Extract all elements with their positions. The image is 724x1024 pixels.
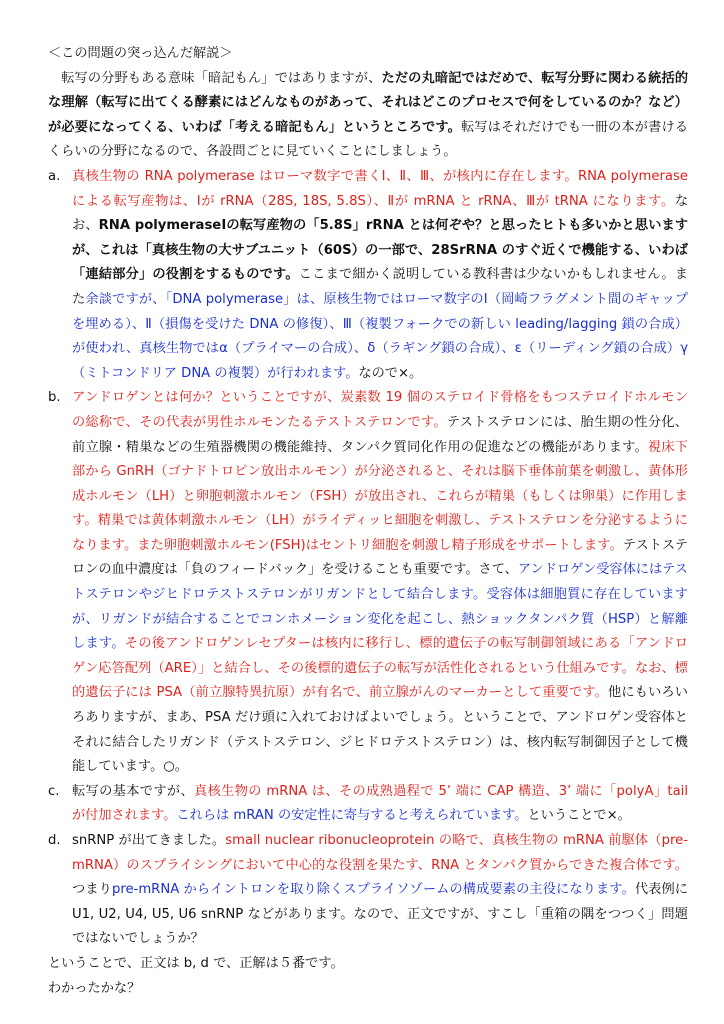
text-segment: ここまで細かく説明している教科書は少ないかもしれません。また [72,267,688,307]
item-label: d. [48,833,61,848]
text-segment: 視床下部から GnRH（ゴナドトロピン放出ホルモン）が分泌されると、それは脳下垂体前葉を刺激し、黄体形成ホルモン（LH）と卵胞刺激ホルモン（FSH）が放出され、これらが精巣（もしくは卵巣）に作用します。精巣では黄体刺激ホルモン（LH）がライディッヒ細胞を刺激し、テストステロンを分泌するようになります。また卵胞刺激ホルモン(FSH)はセントリ細胞を刺激し精子形成をサポートします。 [72,439,688,553]
section-title: ＜この問題の突っ込んだ解説＞ [48,46,233,61]
explanation-document [48,42,688,1001]
closing-text: わかったかな？ [48,980,141,996]
text-segment: 余談ですが、「DNA polymerase」は、原核生物ではローマ数字のⅠ（岡崎フラグメント間のギャップを埋める）、Ⅱ（損傷を受けた DNA の修復）、Ⅲ（複製フォークでの新しい leading/lagging 鎖の合成）が使われ、真核生物ではα（プライマーの合成）、δ（ラギング鎖の合成）、ε（リーディング鎖の合成）γ（ミトコンドリア DNA の複製）が行われます。 [72,291,689,381]
text-segment: 転写の基本ですが、 [72,783,195,799]
text-segment: ということで×。 [527,808,631,824]
text-segment: アンドロゲン受容体にはテストステロンやジヒドロテストステロンがリガンドとして結合します。受容体は細胞質に存在していますが、リガンドが結合することでコンホメーション変化を起こし、熱ショックタンパク質（HSP）と解離します。 [72,562,688,652]
text-segment: 代表例に U1, U2, U4, U5, U6 snRNP などがあります。なので、正文ですが、すこし「重箱の隅をつつく」問題ではないでしょうか？ [72,882,688,947]
text-segment: テストステロンには、胎生期の性分化、前立腺・精巣などの生殖器機関の機能維持、タンパク質同化作用の促進などの機能があります。 [72,414,688,455]
text-segment: 真核生物の mRNA は、その成熟過程で 5’ 端に CAP 構造、3’ 端に「polyA」tail が付加されます。 [72,783,689,824]
answer-items [48,165,688,952]
text-segment: その後アンドロゲンレセプターは核内に移行し、標的遺伝子の転写制御領域にある「アンドロゲン応答配列（ARE）」と結合し、その後標的遺伝子の転写が活性化されるという仕組みです。なお、標的遺伝子には PSA（前立腺特異抗原）が有名で、前立腺がんのマーカーとして重要です。 [72,636,688,701]
text-segment: snRNP が出てきました。 [72,833,226,848]
text-segment: これらは mRAN の安定性に寄与すると考えられています。 [176,808,528,824]
item-label: a. [48,168,61,184]
text-segment: アンドロゲンとは何か？ということですが、炭素数 19 個のステロイド骨格をもつステロイドホルモンの総称で、その代表が男性ホルモンたるテストステロンです。 [72,390,688,430]
intro-paragraph [48,67,688,165]
answer-item [48,780,688,829]
item-body [72,780,688,829]
text-segment: 他にもいろいろありますが、まあ、PSA だけ頭に入れておけばよいでしょう。ということで、アンドロゲン受容体とそれに結合したリガンド（テストステロン、ジヒドロテストステロン）は、核内転写制御因子として機能しています。○。 [72,685,688,775]
text-segment: RNA polymeraseⅠの転写産物の「5.8S」rRNA とは何ぞや？と思ったヒトも多いかと思いますが、これは「真核生物の大サブユニット（60S）の一部で、28SrRNA のすぐ近くで機能する、いわば「連結部分」の役割をするものです。 [72,218,689,283]
text-segment: small nuclear ribonucleoprotein の略で、真核生物の mRNA 前駆体（pre-mRNA）のスプライシングにおいて中心的な役割を果たす、RNA とタンパク質からできた複合体です。 [72,833,688,873]
item-body [72,829,688,952]
item-label: b. [48,390,61,406]
item-body [72,386,688,780]
text-segment: つまり [72,882,112,898]
answer-item [48,829,688,952]
text-segment: なお、 [72,193,688,234]
answer-item [48,165,688,386]
text-segment: 転写はそれだけでも一冊の本が書けるくらいの分野になるので、各設問ごとに見ていくことにしましょう。 [48,119,689,160]
text-segment: pre-mRNA からイントロンを取り除くスプライソゾームの構成要素の主役になります。 [111,882,635,898]
item-body [72,165,688,386]
conclusion-text: ということで、正文は b, d で、正解は５番です。 [48,955,344,971]
item-label: c. [48,783,60,799]
text-segment: 真核生物の RNA polymerase はローマ数字で書くⅠ、Ⅱ、Ⅲ、が核内に存在します。RNA polymerase による転写産物は、Ⅰが rRNA（28S, 18S, 5.8S）、Ⅱが mRNA と rRNA、Ⅲが tRNA になります。 [72,168,688,209]
answer-item [48,386,688,780]
text-segment: 転写の分野もある意味「暗記もん」ではありますが、 [61,70,382,86]
text-segment: ただの丸暗記ではだめで、転写分野に関わる統括的な理解（転写に出てくる酵素にはどんなものがあって、それはどこのプロセスで何をしているのか？など）が必要になってくる、いわば「考える暗記もん」というところです。 [48,70,689,135]
text-segment: なので×。 [358,365,423,381]
text-segment: テストステロンの血中濃度は「負のフィードバック」を受けることも重要です。さて、 [72,537,688,578]
